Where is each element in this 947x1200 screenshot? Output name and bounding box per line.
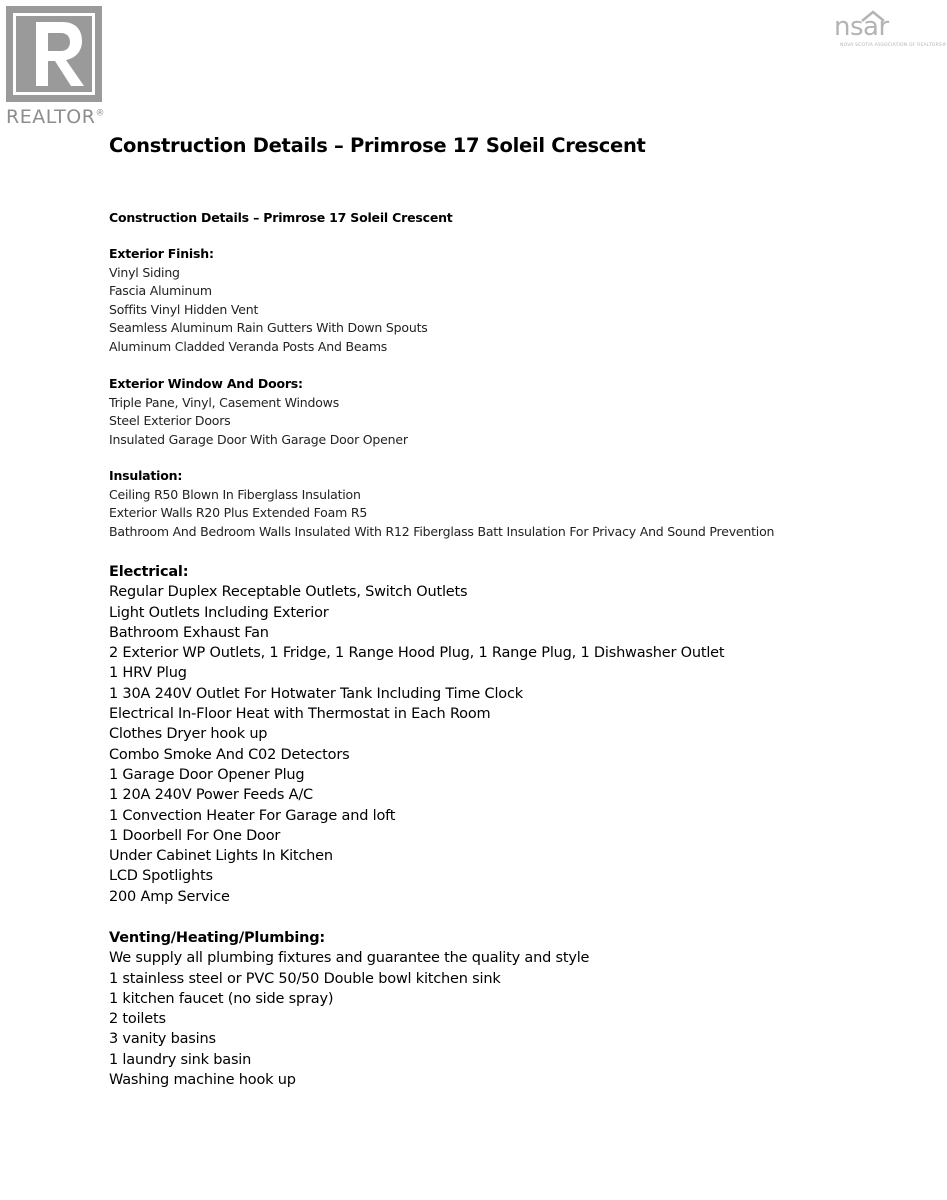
nsar-logo xyxy=(830,12,947,56)
realtor-logo xyxy=(4,6,108,128)
list-item: 1 Convection Heater For Garage and loft xyxy=(109,807,396,824)
list-item: Soffits Vinyl Hidden Vent xyxy=(109,301,259,317)
list-item: Aluminum Cladded Veranda Posts And Beams xyxy=(109,338,388,354)
list-item: Washing machine hook up xyxy=(109,1072,296,1089)
list-item: 1 20A 240V Power Feeds A/C xyxy=(109,787,313,804)
list-item: 1 Garage Door Opener Plug xyxy=(109,766,305,783)
section-exterior-finish xyxy=(109,245,428,356)
list-item: 1 Doorbell For One Door xyxy=(109,827,281,844)
list-item: Under Cabinet Lights In Kitchen xyxy=(109,848,333,865)
list-item: Exterior Walls R20 Plus Extended Foam R5 xyxy=(109,505,368,520)
list-item: Bathroom And Bedroom Walls Insulated With R12 Fiberglass Batt Insulation For Privacy And Sound Prevention xyxy=(109,523,775,539)
list-item: Triple Pane, Vinyl, Casement Windows xyxy=(109,394,340,410)
list-item: Insulated Garage Door With Garage Door Opener xyxy=(109,431,408,447)
list-item: Bathroom Exhaust Fan xyxy=(109,624,269,641)
list-item: Regular Duplex Receptable Outlets, Switch Outlets xyxy=(109,584,468,601)
list-item: Combo Smoke And C02 Detectors xyxy=(109,746,350,763)
section-heading: Exterior Window And Doors: xyxy=(109,376,303,391)
list-item: 1 laundry sink basin xyxy=(109,1051,252,1068)
section-exterior-window-doors xyxy=(109,375,408,449)
list-item: Ceiling R50 Blown In Fiberglass Insulation xyxy=(109,486,361,502)
list-item: 3 vanity basins xyxy=(109,1031,216,1048)
list-item: 2 Exterior WP Outlets, 1 Fridge, 1 Range Hood Plug, 1 Range Plug, 1 Dishwasher Outlet xyxy=(109,645,725,662)
section-heading: Venting/Heating/Plumbing: xyxy=(109,930,326,946)
section-heading: Insulation: xyxy=(109,468,183,483)
nsar-wordmark: nsar xyxy=(834,12,889,42)
nsar-tagline: NOVA SCOTIA ASSOCIATION OF REALTORS® xyxy=(840,43,947,48)
list-item: Seamless Aluminum Rain Gutters With Down Spouts xyxy=(109,320,428,335)
list-item: 1 HRV Plug xyxy=(109,665,187,682)
list-item: Electrical In-Floor Heat with Thermostat in Each Room xyxy=(109,706,491,723)
list-item: Steel Exterior Doors xyxy=(109,413,231,428)
list-item: 200 Amp Service xyxy=(109,888,230,905)
page-title: Construction Details – Primrose 17 Soleil Crescent xyxy=(109,134,646,157)
realtor-r-icon xyxy=(6,6,102,102)
section-heading: Exterior Finish: xyxy=(109,246,214,261)
section-insulation xyxy=(109,467,774,541)
list-item: Clothes Dryer hook up xyxy=(109,726,268,743)
section-electrical xyxy=(109,562,724,907)
list-item: 1 kitchen faucet (no side spray) xyxy=(109,990,334,1007)
list-item: 1 stainless steel or PVC 50/50 Double bowl kitchen sink xyxy=(109,970,501,987)
list-item: Vinyl Siding xyxy=(109,264,180,280)
list-item: We supply all plumbing fixtures and guarantee the quality and style xyxy=(109,950,590,967)
section-venting-heating-plumbing xyxy=(109,928,589,1090)
list-item: Fascia Aluminum xyxy=(109,283,212,298)
list-item: LCD Spotlights xyxy=(109,868,213,885)
list-item: 2 toilets xyxy=(109,1011,166,1028)
realtor-wordmark: REALTOR® xyxy=(6,106,105,128)
section-heading: Electrical: xyxy=(109,564,189,580)
list-item: 1 30A 240V Outlet For Hotwater Tank Including Time Clock xyxy=(109,685,523,702)
document-subtitle: Construction Details – Primrose 17 Soleil Crescent xyxy=(109,210,453,225)
list-item: Light Outlets Including Exterior xyxy=(109,604,329,621)
